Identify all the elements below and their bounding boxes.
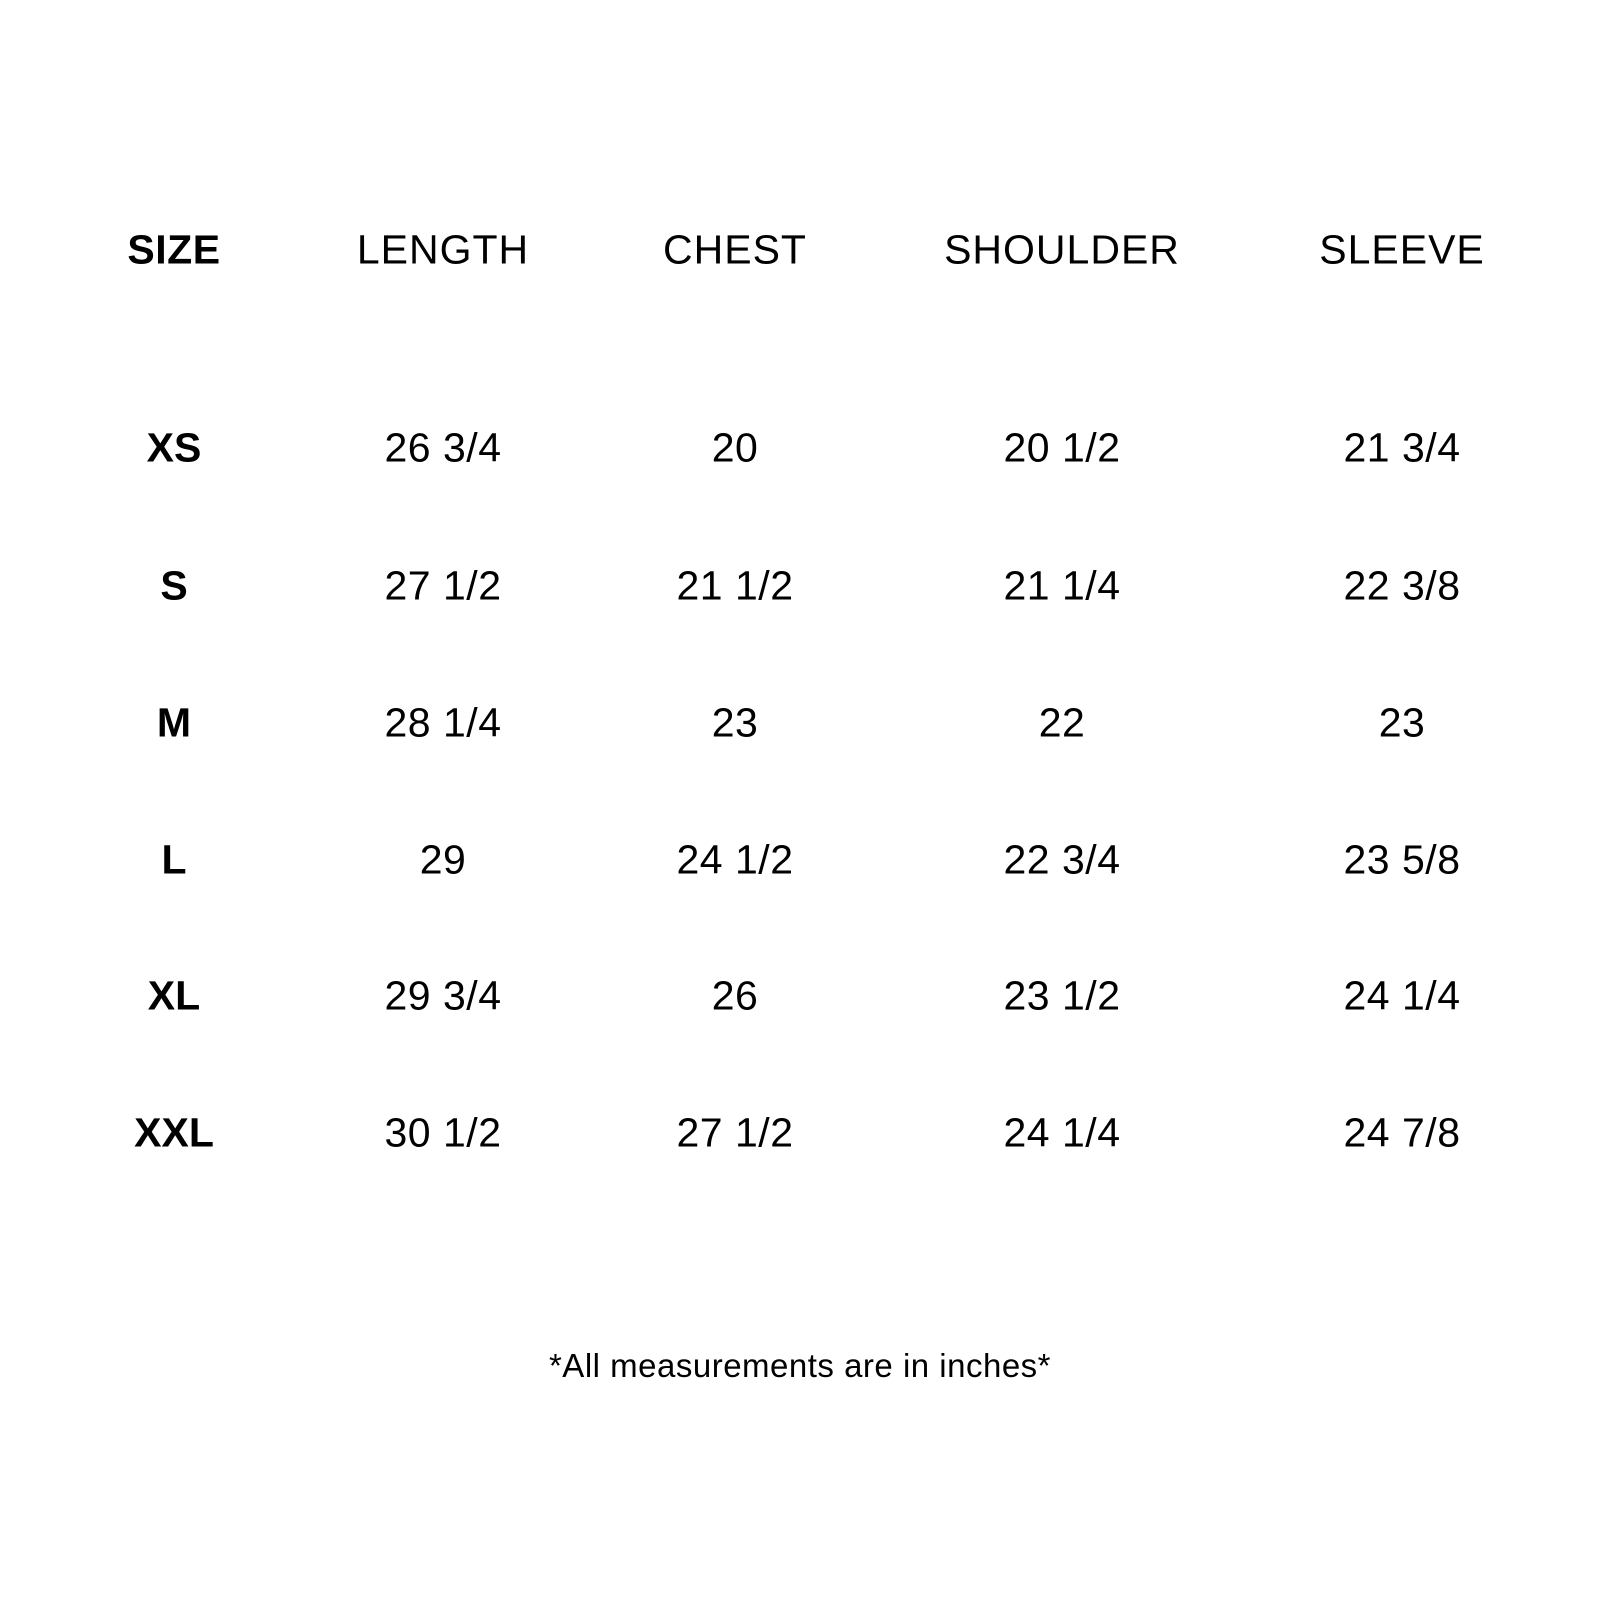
measurement-footnote: *All measurements are in inches*: [548, 1347, 1052, 1384]
header-size: SIZE: [127, 226, 221, 273]
cell-chest: 23: [711, 699, 759, 746]
cell-length: 29: [419, 836, 467, 883]
cell-sleeve: 23 5/8: [1343, 836, 1461, 883]
cell-shoulder: 20 1/2: [1003, 424, 1121, 471]
cell-shoulder: 21 1/4: [1003, 562, 1121, 609]
cell-sleeve: 21 3/4: [1343, 424, 1461, 471]
cell-length: 26 3/4: [384, 424, 502, 471]
row-size-l: L: [161, 836, 187, 883]
header-chest: CHEST: [663, 226, 807, 273]
header-length: LENGTH: [356, 226, 530, 273]
cell-sleeve: 22 3/8: [1343, 562, 1461, 609]
cell-chest: 21 1/2: [676, 562, 794, 609]
header-shoulder: SHOULDER: [944, 226, 1180, 273]
cell-length: 29 3/4: [384, 972, 502, 1019]
cell-sleeve: 23: [1378, 699, 1426, 746]
row-size-xl: XL: [147, 972, 201, 1019]
row-size-s: S: [160, 562, 188, 609]
cell-sleeve: 24 7/8: [1343, 1109, 1461, 1156]
row-size-xs: XS: [146, 424, 202, 471]
row-size-m: M: [156, 699, 192, 746]
cell-length: 27 1/2: [384, 562, 502, 609]
cell-chest: 27 1/2: [676, 1109, 794, 1156]
cell-chest: 20: [711, 424, 759, 471]
row-size-xxl: XXL: [134, 1109, 214, 1156]
cell-chest: 24 1/2: [676, 836, 794, 883]
cell-shoulder: 22: [1038, 699, 1086, 746]
cell-length: 28 1/4: [384, 699, 502, 746]
header-sleeve: SLEEVE: [1319, 226, 1485, 273]
cell-chest: 26: [711, 972, 759, 1019]
cell-shoulder: 23 1/2: [1003, 972, 1121, 1019]
cell-length: 30 1/2: [384, 1109, 502, 1156]
cell-shoulder: 22 3/4: [1003, 836, 1121, 883]
cell-shoulder: 24 1/4: [1003, 1109, 1121, 1156]
cell-sleeve: 24 1/4: [1343, 972, 1461, 1019]
